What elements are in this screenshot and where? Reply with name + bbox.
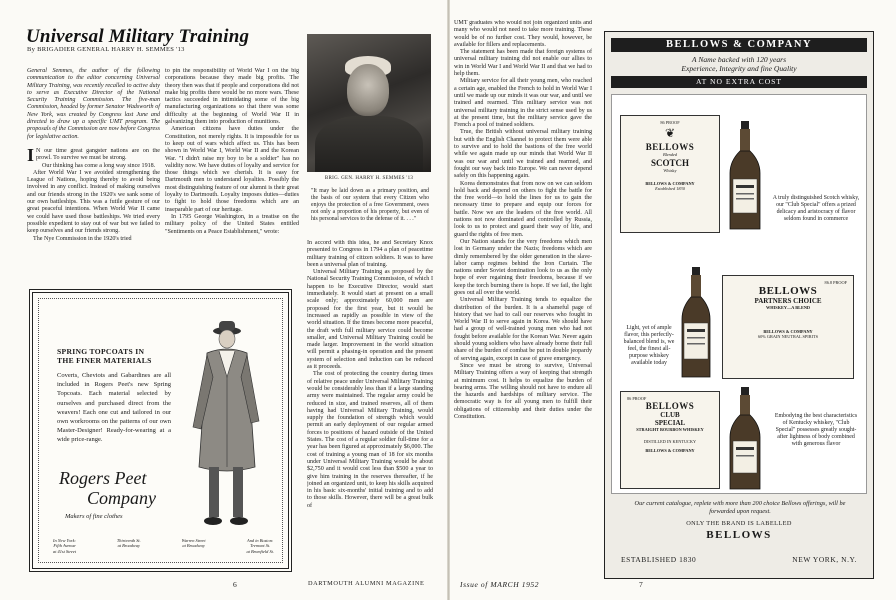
article-column-4 <box>454 20 592 568</box>
club-special-description: Embodying the best characteristics of Kentucky whiskey, "Club Special" possesses greatly sought-after lightness of body combined with generous flavor <box>774 413 858 447</box>
bellows-wordmark: BELLOWS <box>706 529 772 541</box>
article-byline: By BRIGADIER GENERAL HARRY H. SEMMES '13 <box>27 46 185 53</box>
store-locations <box>53 538 274 554</box>
article-column-3 <box>307 240 433 586</box>
drop-cap: I <box>27 148 35 165</box>
article-paragraph: Our Nation stands for the very freedoms which men lost in Germany under the Nazis; freedoms which are dimly remembered by the older generation in the slave-labor camp regimes behind the Iron Curtain. The nations under Soviet domination look to us as the only hope of ever regaining their freedoms, because if we keep the torch burning there is hope. If we fail, the light goes out all over the world. <box>454 238 592 296</box>
article-column-2 <box>165 68 299 282</box>
established-year: ESTABLISHED 1830 <box>621 555 697 564</box>
article-paragraph: In accord with this idea, he and Secretary Knox presented to Congress in 1794 a plan of peacetime military training of citizen soldiers. It was to have been a universal plan of training. <box>307 240 433 268</box>
portrait-face <box>347 64 389 116</box>
product-panel <box>611 94 867 494</box>
article-paragraph: I N our time great gangster nations are on the prowl. To survive we must be strong. <box>27 148 160 165</box>
running-head: DARTMOUTH ALUMNI MAGAZINE <box>308 580 425 587</box>
article-paragraph: The cost of protecting the country during times of relative peace under Universal Military Training would be considerably less than if a large standing army were maintained. The regular army could be reduced in size, and trained reserves, all of them having had Universal Military Training, would supply the foundation of strength which would permit an early deployment of our regular armed forces to positions of hazard outside of the United States. The cost of a regular soldier full-time for a year has been figured at approximately $6,000. The cost of training a young man of 18 for six months under Universal Military Training would be about $2,750 and it would cost less than $500 a year to give him training in the reserves thereafter, if he joined an organized unit, to keep his skills acquired in his basic six-months' initial training and to add to those skills. However, there will be a great bulk of <box>307 371 433 509</box>
author-portrait-photo <box>307 34 431 172</box>
article-paragraph: Our thinking has come a long way since 1918. <box>42 162 156 169</box>
company-city: NEW YORK, N.Y. <box>792 555 857 564</box>
portrait-uniform <box>315 116 423 172</box>
article-paragraph: The Nye Commission in the 1920's tried <box>33 235 132 242</box>
scotch-description: A truly distinguished Scotch whisky, our "Club Special" offers a prized delicacy and aristocracy of flavor seldom found in commerce <box>772 195 860 222</box>
page-number-left: 6 <box>233 580 237 589</box>
bellows-subhead: A Name backed with 120 years Experience, Integrity and fine Quality <box>681 55 797 73</box>
article-paragraph: True, the British without universal military training but with the English Channel to protect them were able to survive and to hold the bastions of the free world while we again made up our minds that World War II was our war and until we trained and rearmed, and fought our way back into Europe. We can never depend safely on this happening again. <box>454 129 592 180</box>
article-paragraph: The statement has been made that foreign systems of universal military training did not enable our allies to win in World War I and World War II and that we had to help them. <box>454 49 592 78</box>
article-paragraph: After World War I we avoided strengthening the League of Nations, hoping thereby to avoid being involved in any conflict. Instead of making ourselves and our friends strong in the 1920's we sank some of our own battleships. This was a futile gesture of our great peaceful intentions. When World War II came we could have used those battleships. We tried every possible expedient to stay out of war but we failed to keep ourselves and our friends strong. <box>27 169 160 235</box>
bellows-advertisement <box>604 31 874 579</box>
location-boston: And in Boston: Tremont St. at Bromfield St. <box>246 538 274 554</box>
ad-headline: SPRING TOPCOATS IN THE FINER MATERIALS <box>57 347 152 365</box>
article-paragraph: Universal Military Training as proposed by the National Security Training Commission, of which I happen to be Executive Director, would start immediately. It would start at present on a small scale only; approximately 60,000 men are proposed for the first year, but it would be increased as rapidly as possible in view of the world situation. If the times become more peaceful, the draft with full military service could become smaller, and Universal Military Training could be made larger. Improvement in the world situation will permit a phasing-in operation and the present system of selection and induction can be reduced as it proceeds. <box>307 269 433 371</box>
page-gutter <box>447 0 450 600</box>
washington-quote: "It may be laid down as a primary position, and the basis of our system that every Citizen who enjoys the protection of a free Government, owes not only a proportion of his property, but even of his personal services to the defense of it. . . ." <box>311 188 429 222</box>
issue-date: Issue of MARCH 1952 <box>460 580 540 589</box>
rogers-peet-advertisement <box>29 289 292 572</box>
ad-body-copy: Coverts, Cheviots and Gabardines are all included in Rogers Peet's new Spring Topcoats. Each material selected by ourselves and purchased direct from the weavers! Each one cut and tailored in our own workrooms on the patterns of our own Master-Designer! Ready-for-wearing at a wide price-range. <box>57 372 171 444</box>
article-column-1 <box>27 148 160 282</box>
bellows-banner: BELLOWS & COMPANY <box>611 38 867 52</box>
article-paragraph: Since we must be strong to survive, Universal Military Training offers a way of keeping that strength at minimum cost. It helps to equalize the burden of bearing arms. The willing should not have to endure all the hazards and hardships of military service. The democratic way is for all young men to fulfill their obligations of citizenship and their duties under the Constitution. <box>454 362 592 421</box>
sprig-icon: ❦ <box>664 126 676 141</box>
man-in-topcoat-illustration <box>179 317 265 531</box>
location-thirteenth-st: Thirteenth St. at Broadway <box>116 538 141 549</box>
partners-choice-description: Light, yet of ample flavor, this perfectly-balanced blend is, we feel, the finest all-purpose whiskey available today <box>623 325 675 366</box>
location-warren-st: Warren Street at Broadway <box>181 538 206 549</box>
partners-choice-label: 86.8 PROOF BELLOWS PARTNERS CHOICE WHISKEY—A BLEND BELLOWS & COMPANY 60% GRAIN NEUTRAL SPIRITS <box>722 275 854 379</box>
location-fifth-avenue: In New York: Fifth Avenue at 41st Street <box>53 538 77 554</box>
scotch-label: 86 PROOF ❦ BELLOWS Blended SCOTCH Whisky BELLOWS & COMPANY Established 1830 <box>620 115 720 233</box>
article-paragraph: American citizens have duties under the Constitution, not merely rights. It is impossible for us to keep out of wars which affect us. This has been shown in World War I, World War II and the Korean War. "I didn't raise my boy to be a soldier" has no validity now. We have duties of loyalty and service for those things which we cherish. It is easy for Dartmouth men to understand loyalties. Possibly the most distinguishing feature of our alumni is their great loyalty to Dartmouth. Loyalty imposes duties—duties to fight to hold those freedoms which are an inseparable part of our heritage. <box>165 126 299 213</box>
club-special-label: 86 PROOF BELLOWS CLUB SPECIAL STRAIGHT BOURBON WHISKEY DISTILLED IN KENTUCKY BELLOWS & COMPANY <box>620 391 720 489</box>
rogers-peet-logo: Rogers Peet Company <box>59 468 156 508</box>
article-paragraph: Military service for all their young men, who reached a certain age, enabled the French to hold in World War I until we made up our minds it was our war, and until we trained and rearmed. This military service was not universal military training in the strict sense used by us at the present time, but the military service gave the French a pool of trained soldiers. <box>454 78 592 129</box>
club-special-bottle-icon <box>728 387 762 491</box>
editor-intro: General Semmes, the author of the following communication to the editor concerning Universal Military Training, was recently recalled to active duty to serve as Executive Director of the National Security Training Commission. The five-man Commission, headed by former Senator Wadsworth of New York, was created by Congress last June and directed to draw up a specific UMT program. The proposals of the Commission are now before Congress for legislative action. <box>27 68 160 140</box>
article-paragraph: to pin the responsibility of World War I on the big corporations because they made big profits. The theory then was that if people and corporations did not make big profits there would be no more wars. These tactics succeeded in intimidating some of the big manufacturing organizations so that there was some difficulty at the beginning of World War II in galvanizing them into production of munitions. <box>165 68 299 126</box>
partners-choice-bottle-icon <box>680 267 712 379</box>
brand-label-note: ONLY THE BRAND IS LABELLED <box>686 520 792 527</box>
bellows-footer <box>621 555 857 564</box>
catalogue-offer: Our current catalogue, replete with more than 200 choice Bellows offerings, will be forwarded upon request. <box>634 500 846 515</box>
ad-tagline: Makers of fine clothes <box>65 513 123 520</box>
article-paragraph: UMT graduates who would not join organized units and many who would not need to take more training. These would be of no further cost. They would, however, be available for fillers and replacements. <box>454 20 592 48</box>
page-number-right: 7 <box>639 580 643 589</box>
article-paragraph: In 1795 George Washington, in a treatise on the military policy of the United States entitled "Sentiments on a Peace Establishment," wrote: <box>165 213 299 235</box>
scotch-bottle-icon <box>728 121 762 231</box>
photo-caption: BRIG. GEN. HARRY H. SEMMES '13 <box>324 176 414 181</box>
no-extra-cost-bar: AT NO EXTRA COST <box>611 76 867 88</box>
article-paragraph: Universal Military Training tends to equalize the distribution of the burden. It is a shameful page of history that we had to call our reserves who fought in World War II to serve again in Korea. We should have had a group of well-trained young men who had not fought before available for the Korean War. Never again should young soldiers who have already borne their full share of the burden of combat be put in double jeopardy of serving again, except in case of grave emergency. <box>454 297 592 362</box>
article-paragraph: Korea demonstrates that from now on we can seldom hold back and depend on others to fight the battle for the free world—to hold the lines for us to gain the necessary time to prepare and equip our forces for battle. Now we are the leaders of the free world. All nations not now dominated and controlled by Russia, look to us to protect and guard their way of life, and guard the rights of free men. <box>454 180 592 238</box>
article-title: Universal Military Training <box>26 26 250 47</box>
